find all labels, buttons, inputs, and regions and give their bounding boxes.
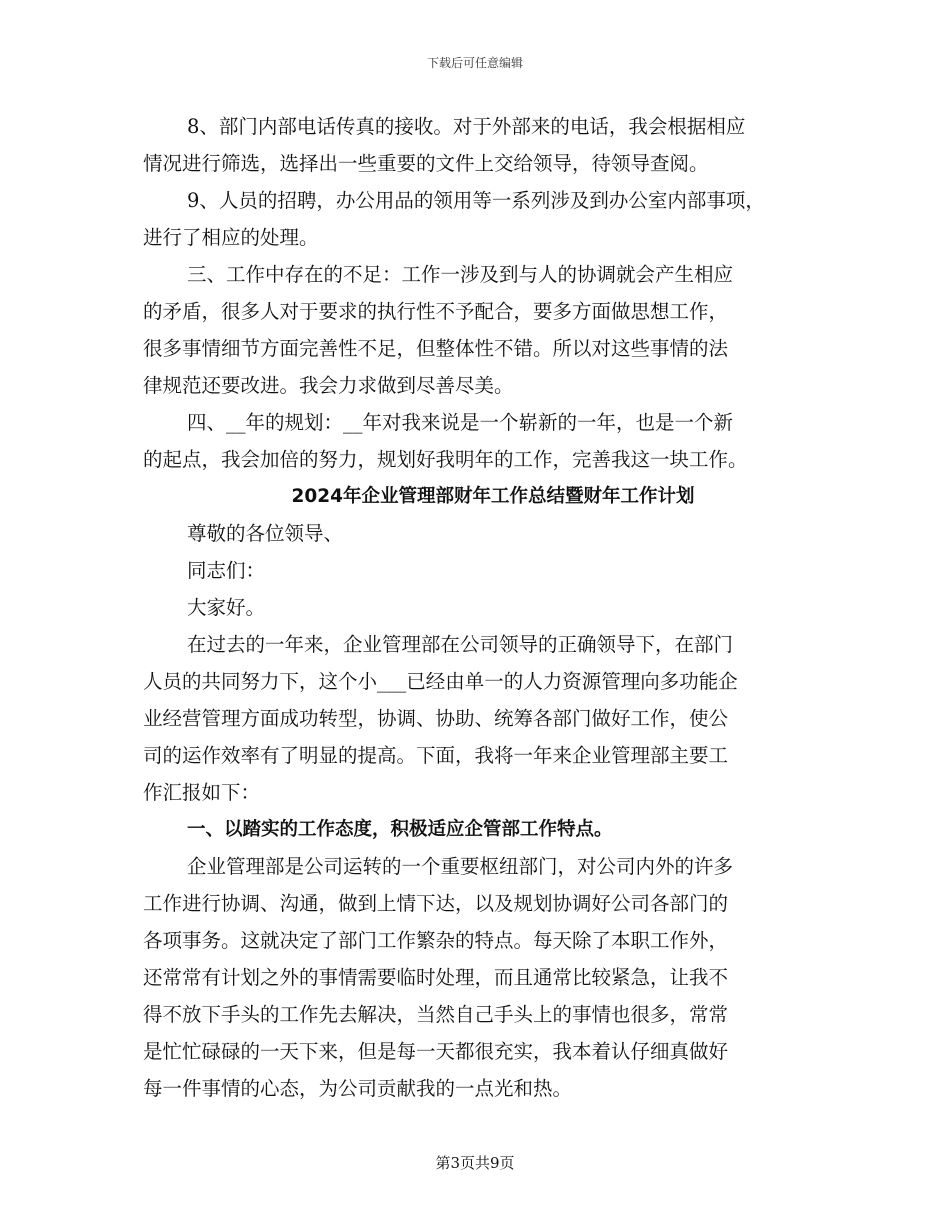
- paragraph-line: 人员的共同努力下，这个小___已经由单一的人力资源管理向多功能企: [143, 670, 738, 693]
- paragraph-line: 四、__年的规划：__年对我来说是一个崭新的一年，也是一个新: [187, 411, 734, 434]
- paragraph-line: 进行了相应的处理。: [143, 226, 319, 249]
- section-heading: 一、以踏实的工作态度，积极适应企管部工作特点。: [187, 819, 613, 840]
- paragraph-line: 还常常有计划之外的事情需要临时处理，而且通常比较紧急，让我不: [143, 966, 729, 989]
- salutation-line: 同志们：: [187, 559, 266, 582]
- document-title: 2024年企业管理部财年工作总结暨财年工作计划: [291, 486, 695, 507]
- greeting-line: 大家好。: [187, 596, 266, 619]
- paragraph-line: 很多事情细节方面完善性不足，但整体性不错。所以对这些事情的法: [143, 337, 729, 360]
- paragraph-line: 业经营管理方面成功转型，协调、协助、统筹各部门做好工作，使公: [143, 707, 729, 730]
- paragraph-line: 得不放下手头的工作先去解决，当然自己手头上的事情也很多，常常: [143, 1003, 729, 1026]
- paragraph-line: 律规范还要改进。我会力求做到尽善尽美。: [143, 374, 514, 397]
- paragraph-line: 在过去的一年来，企业管理部在公司领导的正确领导下，在部门: [187, 633, 734, 656]
- paragraph-line: 作汇报如下：: [143, 781, 261, 804]
- paragraph-line: 各项事务。这就决定了部门工作繁杂的特点。每天除了本职工作外，: [143, 929, 729, 952]
- paragraph-line: 是忙忙碌碌的一天下来，但是每一天都很充实，我本着认仔细真做好: [143, 1040, 729, 1063]
- paragraph-line: 司的运作效率有了明显的提高。下面，我将一年来企业管理部主要工: [143, 744, 729, 767]
- document-body: [143, 108, 823, 1107]
- paragraph-line: 企业管理部是公司运转的一个重要枢纽部门，对公司内外的许多: [187, 855, 734, 878]
- paragraph-line: 每一件事情的心态，为公司贡献我的一点光和热。: [143, 1077, 573, 1100]
- paragraph-line: 8、部门内部电话传真的接收。对于外部来的电话，我会根据相应: [187, 115, 746, 138]
- page-header-note: 下载后可任意编辑: [426, 56, 523, 70]
- paragraph-line: 的起点，我会加倍的努力，规划好我明年的工作，完善我这一块工作。: [143, 448, 748, 471]
- salutation-line: 尊敬的各位领导、: [187, 522, 344, 545]
- paragraph-line: 的矛盾，很多人对于要求的执行性不予配合，要多方面做思想工作，: [143, 300, 729, 323]
- paragraph-line: 三、工作中存在的不足：工作一涉及到与人的协调就会产生相应: [187, 263, 734, 286]
- paragraph-line: 情况进行筛选，选择出一些重要的文件上交给领导，待领导查阅。: [143, 152, 709, 175]
- paragraph-line: 9、人员的招聘，办公用品的领用等一系列涉及到办公室内部事项，: [187, 189, 765, 212]
- paragraph-line: 工作进行协调、沟通，做到上情下达，以及规划协调好公司各部门的: [143, 892, 729, 915]
- page-number-footer: 第3页共9页: [435, 1154, 515, 1172]
